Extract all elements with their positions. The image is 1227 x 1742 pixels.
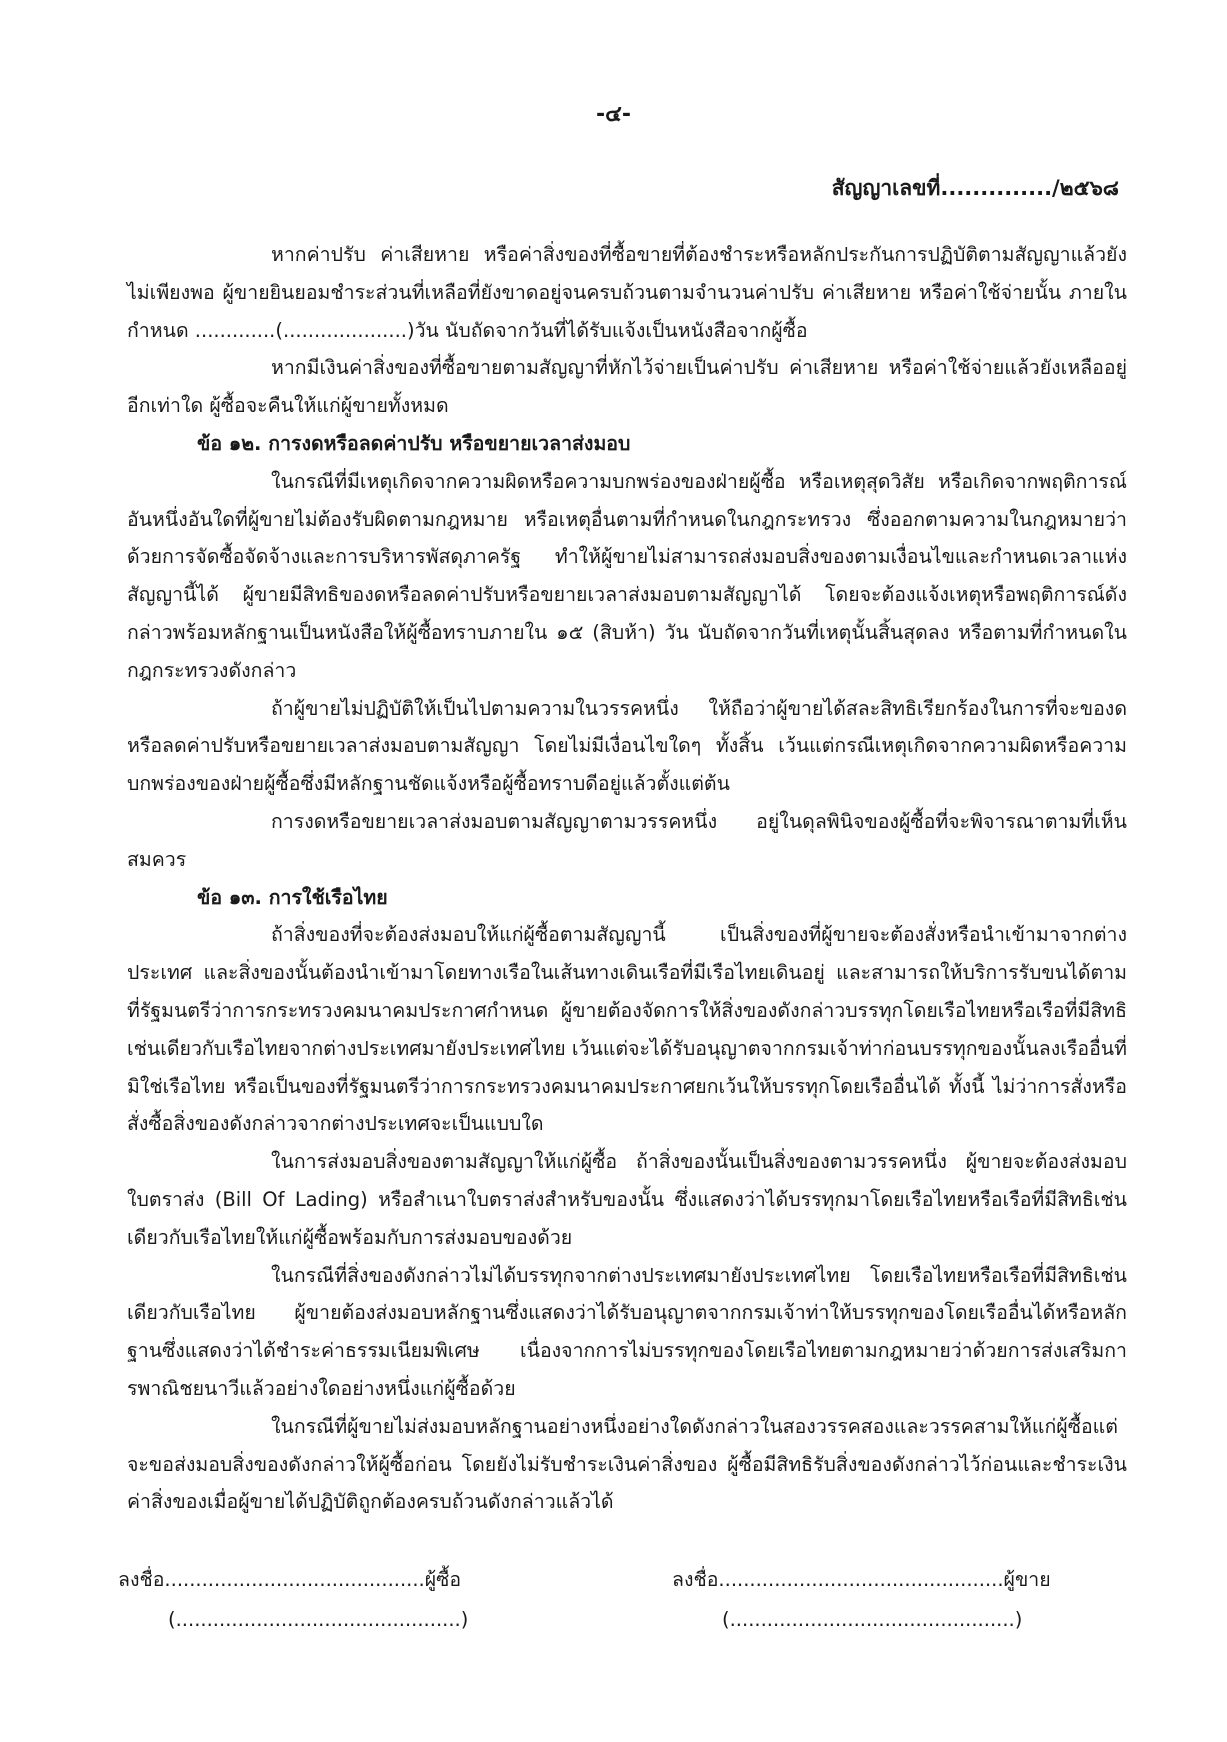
paragraph: ในการส่งมอบสิ่งของตามสัญญาให้แก่ผู้ซื้อ ถ้าสิ่งของนั้นเป็นสิ่งของตามวรรคหนึ่ง ผู้ขายจะต้องส่งมอบใบตราส่ง (Bill Of Lading) หรือสำเนาใบตราส่งสำหรับของนั้น ซึ่งแสดงว่าได้บรรทุกมาโดยเรือไทยหรือเรือที่มีสิทธิเช่นเดียวกับเรือไทยให้แก่ผู้ซื้อพร้อมกับการส่งมอบของด้วย bbox=[127, 1150, 1127, 1249]
clause-12-heading: ข้อ ๑๒. การงดหรือลดค่าปรับ หรือขยายเวลาส่งมอบ bbox=[197, 431, 631, 455]
seller-signature-block bbox=[672, 1560, 1051, 1640]
paragraph: ในกรณีที่มีเหตุเกิดจากความผิดหรือความบกพร่องของฝ่ายผู้ซื้อ หรือเหตุสุดวิสัย หรือเกิดจากพฤติการณ์อันหนึ่งอันใดที่ผู้ขายไม่ต้องรับผิดตามกฎหมาย หรือเหตุอื่นตามที่กำหนดในกฎกระทรวง ซึ่งออกตามความในกฎหมายว่าด้วยการจัดซื้อจัดจ้างและการบริหารพัสดุภาครัฐ ทำให้ผู้ขายไม่สามารถส่งมอบสิ่งของตามเงื่อนไขและกำหนดเวลาแห่งสัญญานี้ได้ ผู้ขายมีสิทธิของดหรือลดค่าปรับหรือขยายเวลาส่งมอบตามสัญญาได้ โดยจะต้องแจ้งเหตุหรือพฤติการณ์ดังกล่าวพร้อมหลักฐานเป็นหนังสือให้ผู้ซื้อทราบภายใน ๑๕ (สิบห้า) วัน นับถัดจากวันที่เหตุนั้นสิ้นสุดลง หรือตามที่กำหนดในกฎกระทรวงดังกล่าว bbox=[127, 469, 1127, 682]
paragraph: ในกรณีที่ผู้ขายไม่ส่งมอบหลักฐานอย่างหนึ่งอย่างใดดังกล่าวในสองวรรคสองและวรรคสามให้แก่ผู้ซื้อแต่จะขอส่งมอบสิ่งของดังกล่าวให้ผู้ซื้อก่อน โดยยังไม่รับชำระเงินค่าสิ่งของ ผู้ซื้อมีสิทธิรับสิ่งของดังกล่าวไว้ก่อนและชำระเงินค่าสิ่งของเมื่อผู้ขายได้ปฏิบัติถูกต้องครบถ้วนดังกล่าวแล้วได้ bbox=[127, 1414, 1127, 1514]
buyer-name-line: (..............................................) bbox=[168, 1608, 469, 1631]
paragraph: การงดหรือขยายเวลาส่งมอบตามสัญญาตามวรรคหนึ่ง อยู่ในดุลพินิจของผู้ซื้อที่จะพิจารณาตามที่เห็นสมควร bbox=[127, 809, 1127, 871]
buyer-signature-line: ลงชื่อ..........................................ผู้ซื้อ bbox=[118, 1568, 462, 1591]
paragraph: หากมีเงินค่าสิ่งของที่ซื้อขายตามสัญญาที่หักไว้จ่ายเป็นค่าปรับ ค่าเสียหาย หรือค่าใช้จ่ายแล้วยังเหลืออยู่อีกเท่าใด ผู้ซื้อจะคืนให้แก่ผู้ขายทั้งหมด bbox=[127, 356, 1127, 418]
contract-number: สัญญาเลขที่............../๒๕๖๘ bbox=[831, 176, 1119, 200]
paragraph: ถ้าสิ่งของที่จะต้องส่งมอบให้แก่ผู้ซื้อตามสัญญานี้ เป็นสิ่งของที่ผู้ขายจะต้องสั่งหรือนำเข้ามาจากต่างประเทศ และสิ่งของนั้นต้องนำเข้ามาโดยทางเรือในเส้นทางเดินเรือที่มีเรือไทยเดินอยู่ และสามารถให้บริการรับขนได้ตามที่รัฐมนตรีว่าการกระทรวงคมนาคมประกาศกำหนด ผู้ขายต้องจัดการให้สิ่งของดังกล่าวบรรทุกโดยเรือไทยหรือเรือที่มีสิทธิเช่นเดียวกับเรือไทยจากต่างประเทศมายังประเทศไทย เว้นแต่จะได้รับอนุญาตจากกรมเจ้าท่าก่อนบรรทุกของนั้นลงเรืออื่นที่มิใช่เรือไทย หรือเป็นของที่รัฐมนตรีว่าการกระทรวงคมนาคมประกาศยกเว้นให้บรรทุกโดยเรืออื่นได้ ทั้งนี้ ไม่ว่าการสั่งหรือสั่งซื้อสิ่งของดังกล่าวจากต่างประเทศจะเป็นแบบใด bbox=[127, 923, 1127, 1136]
document-body bbox=[127, 236, 1127, 1521]
paragraph: ในกรณีที่สิ่งของดังกล่าวไม่ได้บรรทุกจากต่างประเทศมายังประเทศไทย โดยเรือไทยหรือเรือที่มีสิทธิเช่นเดียวกับเรือไทย ผู้ขายต้องส่งมอบหลักฐานซึ่งแสดงว่าได้รับอนุญาตจากกรมเจ้าท่าให้บรรทุกของโดยเรืออื่นได้หรือหลักฐานซึ่งแสดงว่าได้ชำระค่าธรรมเนียมพิเศษ เนื่องจากการไม่บรรทุกของโดยเรือไทยตามกฎหมายว่าด้วยการส่งเสริมการพาณิชยนาวีแล้วอย่างใดอย่างหนึ่งแก่ผู้ซื้อด้วย bbox=[127, 1263, 1127, 1400]
seller-signature-line: ลงชื่อ..............................................ผู้ขาย bbox=[672, 1568, 1051, 1591]
paragraph: หากค่าปรับ ค่าเสียหาย หรือค่าสิ่งของที่ซื้อขายที่ต้องชำระหรือหลักประกันการปฏิบัติตามสัญญาแล้วยังไม่เพียงพอ ผู้ขายยินยอมชำระส่วนที่เหลือที่ยังขาดอยู่จนครบถ้วนตามจำนวนค่าปรับ ค่าเสียหาย หรือค่าใช้จ่ายนั้น ภายในกำหนด .............(....................)วัน นับถัดจากวันที่ได้รับแจ้งเป็นหนังสือจากผู้ซื้อ bbox=[127, 243, 1127, 342]
buyer-signature-block bbox=[118, 1560, 468, 1640]
page-number: -๔- bbox=[596, 102, 631, 127]
paragraph: ถ้าผู้ขายไม่ปฏิบัติให้เป็นไปตามความในวรรคหนึ่ง ให้ถือว่าผู้ขายได้สละสิทธิเรียกร้องในการที่จะของดหรือลดค่าปรับหรือขยายเวลาส่งมอบตามสัญญา โดยไม่มีเงื่อนไขใดๆ ทั้งสิ้น เว้นแต่กรณีเหตุเกิดจากความผิดหรือความบกพร่องของฝ่ายผู้ซื้อซึ่งมีหลักฐานชัดแจ้งหรือผู้ซื้อทราบดีอยู่แล้วตั้งแต่ต้น bbox=[127, 696, 1127, 796]
seller-name-line: (..............................................) bbox=[722, 1608, 1023, 1631]
clause-13-heading: ข้อ ๑๓. การใช้เรือไทย bbox=[197, 885, 388, 909]
